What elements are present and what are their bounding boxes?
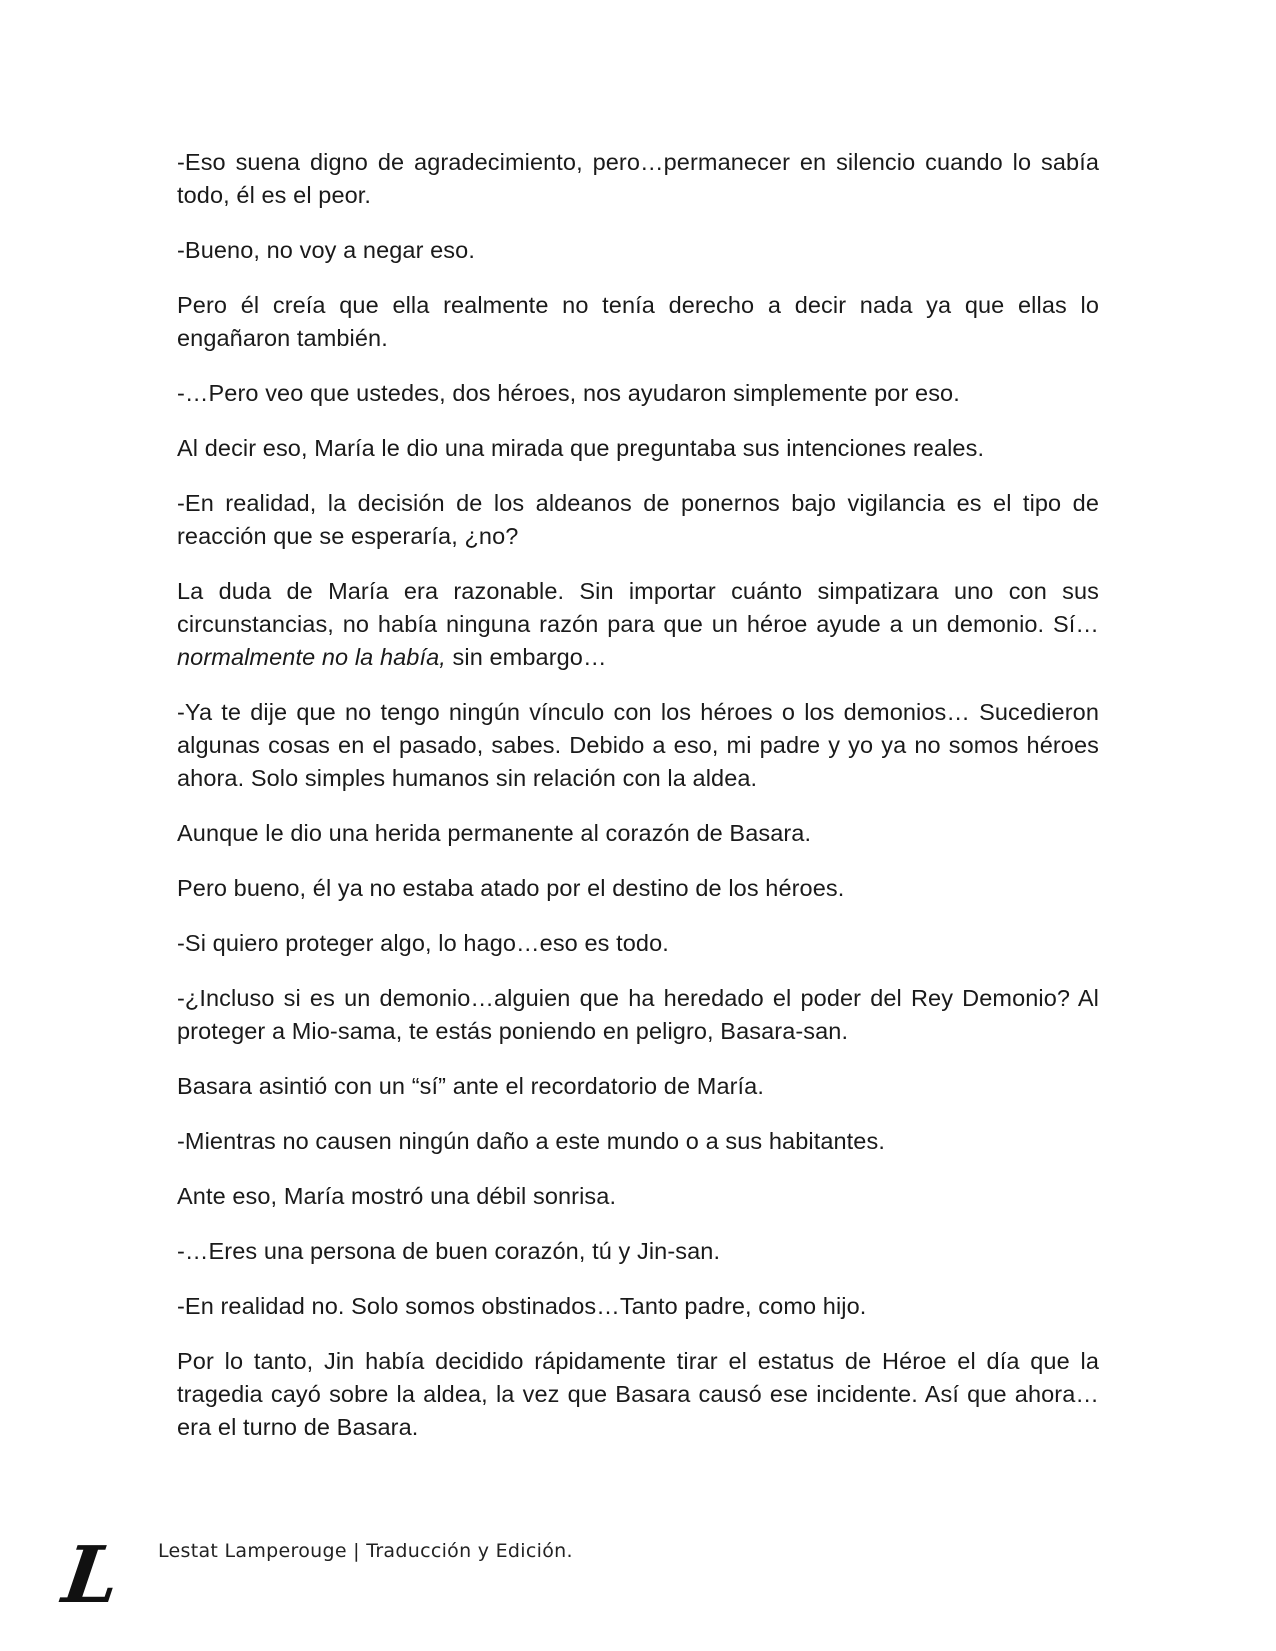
paragraph-8: -Ya te dije que no tengo ningún vínculo con los héroes o los demonios… Sucedieron algunas cosas en el pasado, sabes. Debido a eso, mi padre y yo ya no somos héroes ahora. Solo simples humanos sin relación con la aldea. [177, 699, 1099, 791]
paragraph-18: Por lo tanto, Jin había decidido rápidamente tirar el estatus de Héroe el día que la tragedia cayó sobre la aldea, la vez que Basara causó ese incidente. Así que ahora…era el turno de Basara. [177, 1348, 1099, 1440]
paragraph-5: Al decir eso, María le dio una mirada que preguntaba sus intenciones reales. [177, 435, 985, 461]
paragraph-14: -Mientras no causen ningún daño a este mundo o a sus habitantes. [177, 1128, 885, 1154]
paragraph-4: -…Pero veo que ustedes, dos héroes, nos ayudaron simplemente por eso. [177, 380, 960, 406]
paragraph-9: Aunque le dio una herida permanente al corazón de Basara. [177, 820, 812, 846]
paragraph-7-text-before: La duda de María era razonable. Sin importar cuánto simpatizara uno con sus circunstancias, no había ninguna razón para que un héroe ayude a un demonio. Sí… [177, 578, 1099, 637]
page-footer [57, 1530, 764, 1621]
paragraph-11: -Si quiero proteger algo, lo hago…eso es todo. [177, 930, 669, 956]
paragraph-10: Pero bueno, él ya no estaba atado por el destino de los héroes. [177, 875, 845, 901]
logo-letter: L [57, 1530, 126, 1621]
paragraph-12: -¿Incluso si es un demonio…alguien que ha heredado el poder del Rey Demonio? Al proteger a Mio-sama, te estás poniendo en peligro, Basara-san. [177, 985, 1099, 1044]
translator-logo [57, 1530, 126, 1621]
paragraph-7 [177, 575, 1099, 674]
paragraph-2: -Bueno, no voy a negar eso. [177, 237, 475, 263]
paragraph-7-italic-text: normalmente no la había, [177, 644, 446, 670]
paragraph-6: -En realidad, la decisión de los aldeanos de ponernos bajo vigilancia es el tipo de reacción que se esperaría, ¿no? [177, 490, 1099, 549]
paragraph-17: -En realidad no. Solo somos obstinados…Tanto padre, como hijo. [177, 1293, 867, 1319]
paragraph-7-text-after: sin embargo… [445, 644, 607, 670]
document-body [177, 146, 1099, 1466]
translator-credit: Lestat Lamperouge | Traducción y Edición. [158, 1540, 573, 1562]
paragraph-3: Pero él creía que ella realmente no tenía derecho a decir nada ya que ellas lo engañaron también. [177, 292, 1099, 351]
paragraph-13: Basara asintió con un “sí” ante el recordatorio de María. [177, 1073, 764, 1099]
paragraph-1: -Eso suena digno de agradecimiento, pero…permanecer en silencio cuando lo sabía todo, él es el peor. [177, 149, 1099, 208]
paragraph-15: Ante eso, María mostró una débil sonrisa. [177, 1183, 617, 1209]
paragraph-16: -…Eres una persona de buen corazón, tú y Jin-san. [177, 1238, 721, 1264]
